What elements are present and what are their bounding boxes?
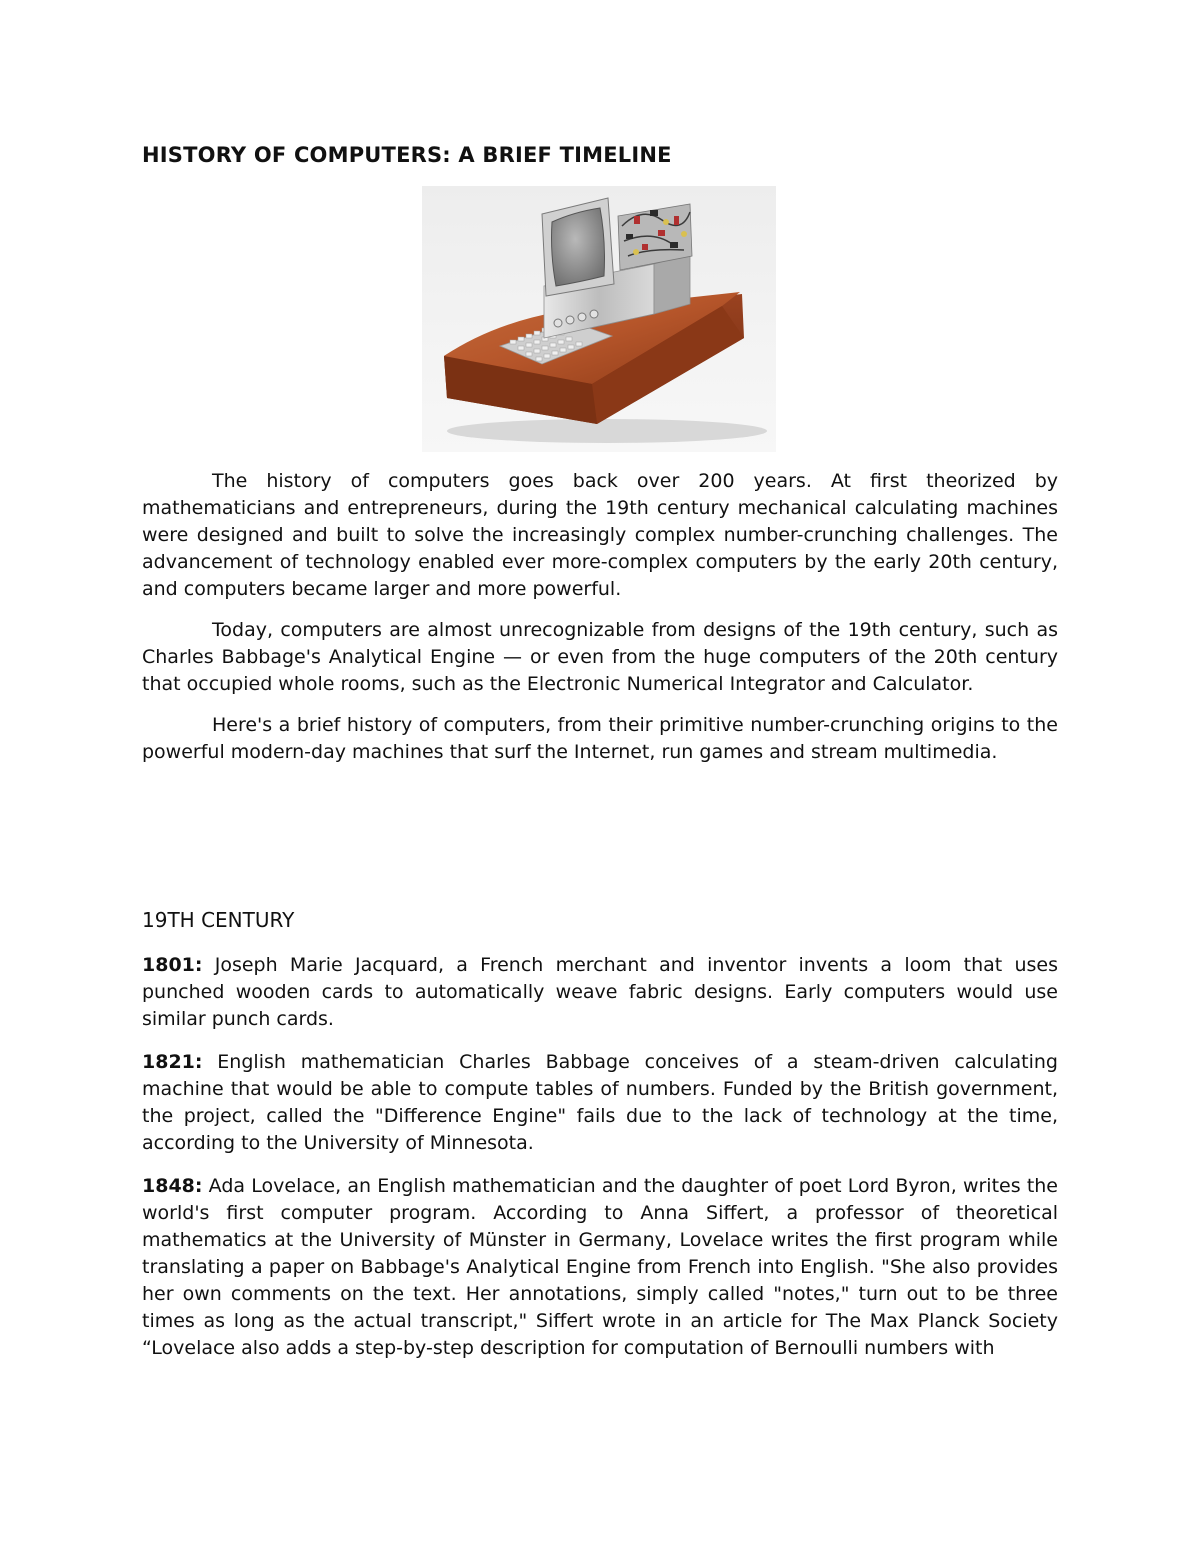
computer-photo	[422, 186, 776, 452]
timeline-entry	[142, 952, 1058, 1033]
intro-section	[142, 468, 1058, 780]
timeline-text: Ada Lovelace, an English mathematician and the daughter of poet Lord Byron, writes the world's first computer program. According to Anna Siffert, a professor of theoretical mathematics at the University of Münster in Germany, Lovelace writes the first program while translating a paper on Babbage's Analytical Engine from French into English. "She also provides her own comments on the text. Her annotations, simply called "notes," turn out to be three times as long as the actual transcript," Siffert wrote in an article for The Max Planck Society “Lovelace also adds a step-by-step description for computation of Bernoulli numbers with	[142, 1175, 1058, 1359]
timeline-entry	[142, 1173, 1058, 1362]
early-computer-illustration	[422, 186, 776, 452]
timeline-entry	[142, 1049, 1058, 1157]
timeline-year: 1801:	[142, 954, 203, 976]
timeline-text: Joseph Marie Jacquard, a French merchant and inventor invents a loom that uses punched wooden cards to automatically weave fabric designs. Early computers would use similar punch cards.	[142, 954, 1058, 1030]
intro-paragraph: The history of computers goes back over 200 years. At first theorized by mathematicians and entrepreneurs, during the 19th century mechanical calculating machines were designed and built to solve the increasingly complex number-crunching challenges. The advancement of technology enabled ever more-complex computers by the early 20th century, and computers became larger and more powerful.	[142, 470, 1058, 600]
timeline-year: 1821:	[142, 1051, 203, 1073]
section-heading: 19TH CENTURY	[142, 908, 295, 932]
timeline-year: 1848:	[142, 1175, 203, 1197]
intro-paragraph: Today, computers are almost unrecognizable from designs of the 19th century, such as Charles Babbage's Analytical Engine — or even from the huge computers of the 20th century that occupied whole rooms, such as the Electronic Numerical Integrator and Calculator.	[142, 619, 1058, 695]
timeline-list	[142, 952, 1058, 1378]
document-title: HISTORY OF COMPUTERS: A BRIEF TIMELINE	[142, 143, 672, 167]
timeline-text: English mathematician Charles Babbage conceives of a steam-driven calculating machine that would be able to compute tables of numbers. Funded by the British government, the project, called the "Difference Engine" fails due to the lack of technology at the time, according to the University of Minnesota.	[142, 1051, 1058, 1154]
intro-paragraph: Here's a brief history of computers, from their primitive number-crunching origins to the powerful modern-day machines that surf the Internet, run games and stream multimedia.	[142, 714, 1058, 763]
